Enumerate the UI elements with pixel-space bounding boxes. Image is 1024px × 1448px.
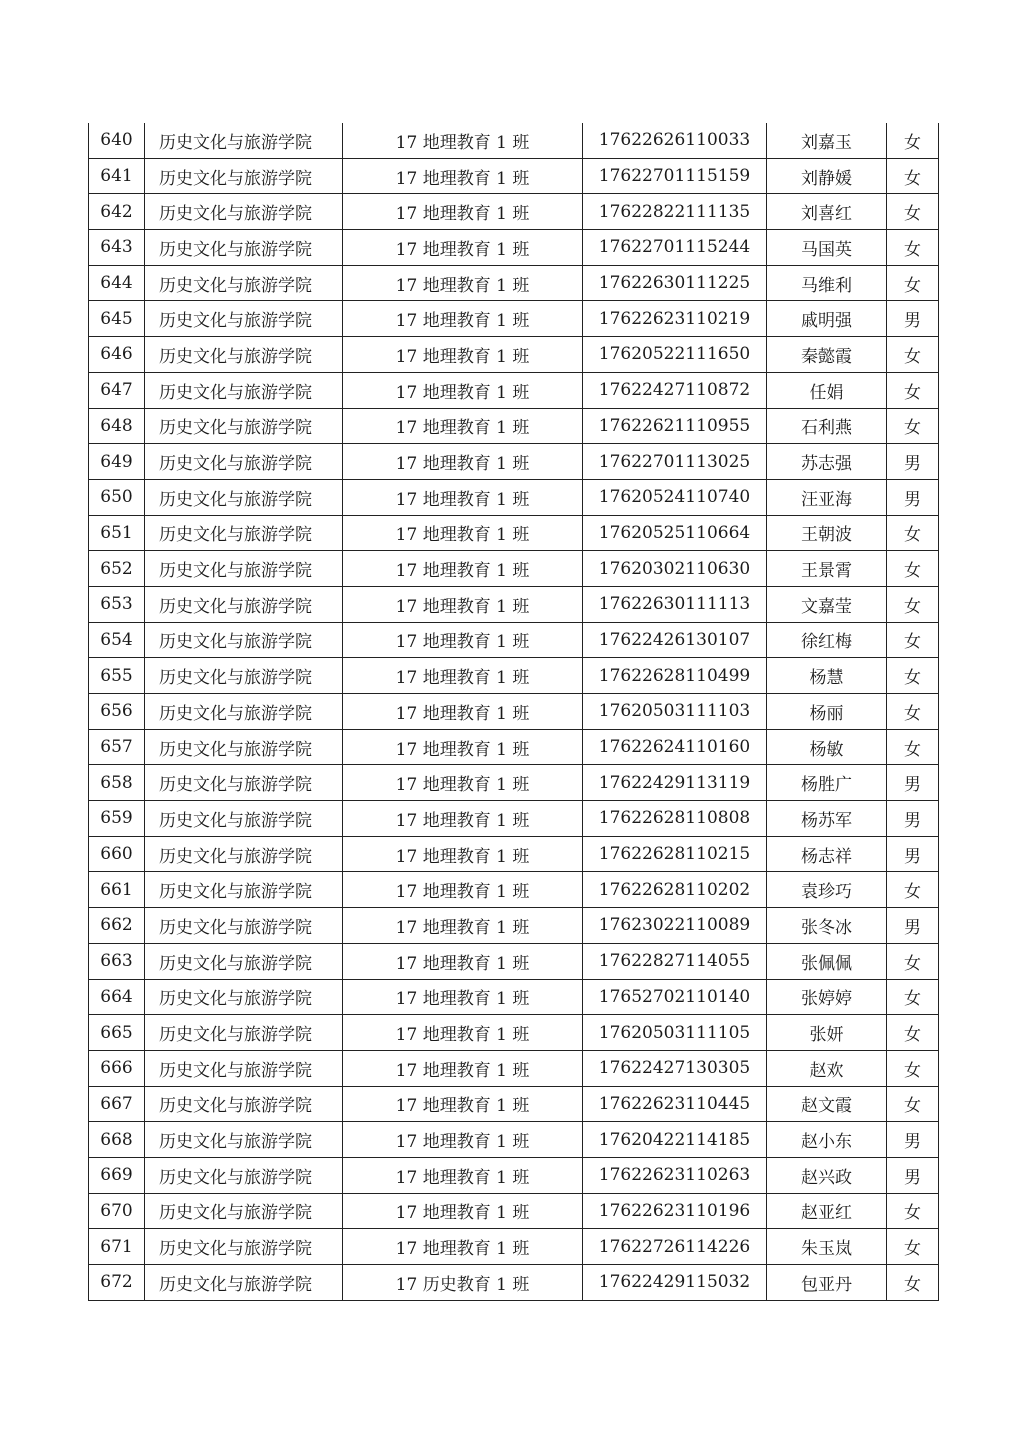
table-row [89, 872, 939, 908]
college-cell: 历史文化与旅游学院 [145, 515, 343, 551]
row-number-cell: 665 [89, 1015, 145, 1051]
student-name-cell: 王景霄 [767, 551, 887, 587]
class-cell: 17 地理教育 1 班 [343, 979, 583, 1015]
table-row [89, 194, 939, 230]
class-cell: 17 地理教育 1 班 [343, 801, 583, 837]
college-cell: 历史文化与旅游学院 [145, 123, 343, 158]
student-name-cell: 杨丽 [767, 694, 887, 730]
row-number-cell: 656 [89, 694, 145, 730]
gender-cell: 女 [887, 194, 939, 230]
row-number-cell: 667 [89, 1086, 145, 1122]
row-number-cell: 672 [89, 1265, 145, 1301]
college-cell: 历史文化与旅游学院 [145, 1265, 343, 1301]
table-row [89, 979, 939, 1015]
student-name-cell: 文嘉莹 [767, 586, 887, 622]
student-id-cell: 17620422114185 [583, 1122, 767, 1158]
college-cell: 历史文化与旅游学院 [145, 1122, 343, 1158]
student-id-cell: 17622426130107 [583, 622, 767, 658]
gender-cell: 男 [887, 765, 939, 801]
class-cell: 17 地理教育 1 班 [343, 908, 583, 944]
student-id-cell: 17622628110215 [583, 836, 767, 872]
gender-cell: 女 [887, 1229, 939, 1265]
college-cell: 历史文化与旅游学院 [145, 230, 343, 266]
class-cell: 17 地理教育 1 班 [343, 1015, 583, 1051]
student-id-cell: 17622623110263 [583, 1157, 767, 1193]
class-cell: 17 地理教育 1 班 [343, 230, 583, 266]
table-row [89, 1015, 939, 1051]
student-id-cell: 17622630111113 [583, 586, 767, 622]
college-cell: 历史文化与旅游学院 [145, 337, 343, 373]
student-id-cell: 17652702110140 [583, 979, 767, 1015]
college-cell: 历史文化与旅游学院 [145, 658, 343, 694]
gender-cell: 男 [887, 301, 939, 337]
student-roster-table [88, 123, 939, 1301]
student-name-cell: 赵欢 [767, 1050, 887, 1086]
student-name-cell: 朱玉岚 [767, 1229, 887, 1265]
gender-cell: 女 [887, 551, 939, 587]
table-row [89, 943, 939, 979]
college-cell: 历史文化与旅游学院 [145, 265, 343, 301]
row-number-cell: 669 [89, 1157, 145, 1193]
student-name-cell: 赵文霞 [767, 1086, 887, 1122]
row-number-cell: 646 [89, 337, 145, 373]
row-number-cell: 649 [89, 444, 145, 480]
class-cell: 17 地理教育 1 班 [343, 729, 583, 765]
college-cell: 历史文化与旅游学院 [145, 908, 343, 944]
gender-cell: 女 [887, 694, 939, 730]
gender-cell: 女 [887, 1265, 939, 1301]
college-cell: 历史文化与旅游学院 [145, 586, 343, 622]
table-row [89, 908, 939, 944]
college-cell: 历史文化与旅游学院 [145, 194, 343, 230]
student-name-cell: 戚明强 [767, 301, 887, 337]
table-row [89, 1265, 939, 1301]
row-number-cell: 654 [89, 622, 145, 658]
table-row [89, 265, 939, 301]
student-name-cell: 任娟 [767, 372, 887, 408]
table-row [89, 230, 939, 266]
table-row [89, 1122, 939, 1158]
college-cell: 历史文化与旅游学院 [145, 1157, 343, 1193]
college-cell: 历史文化与旅游学院 [145, 765, 343, 801]
college-cell: 历史文化与旅游学院 [145, 479, 343, 515]
college-cell: 历史文化与旅游学院 [145, 551, 343, 587]
class-cell: 17 地理教育 1 班 [343, 836, 583, 872]
gender-cell: 女 [887, 230, 939, 266]
class-cell: 17 地理教育 1 班 [343, 1122, 583, 1158]
class-cell: 17 地理教育 1 班 [343, 694, 583, 730]
college-cell: 历史文化与旅游学院 [145, 872, 343, 908]
student-id-cell: 17622427130305 [583, 1050, 767, 1086]
row-number-cell: 661 [89, 872, 145, 908]
row-number-cell: 642 [89, 194, 145, 230]
student-id-cell: 17622628110499 [583, 658, 767, 694]
student-name-cell: 秦懿霞 [767, 337, 887, 373]
gender-cell: 男 [887, 479, 939, 515]
student-id-cell: 17620524110740 [583, 479, 767, 515]
row-number-cell: 652 [89, 551, 145, 587]
row-number-cell: 650 [89, 479, 145, 515]
table-row [89, 1157, 939, 1193]
row-number-cell: 647 [89, 372, 145, 408]
row-number-cell: 662 [89, 908, 145, 944]
class-cell: 17 地理教育 1 班 [343, 586, 583, 622]
gender-cell: 女 [887, 158, 939, 194]
class-cell: 17 地理教育 1 班 [343, 158, 583, 194]
college-cell: 历史文化与旅游学院 [145, 836, 343, 872]
student-id-cell: 17620503111105 [583, 1015, 767, 1051]
college-cell: 历史文化与旅游学院 [145, 408, 343, 444]
gender-cell: 女 [887, 1050, 939, 1086]
table-row [89, 479, 939, 515]
student-name-cell: 杨慧 [767, 658, 887, 694]
student-name-cell: 赵亚红 [767, 1193, 887, 1229]
college-cell: 历史文化与旅游学院 [145, 979, 343, 1015]
row-number-cell: 640 [89, 123, 145, 158]
student-name-cell: 赵小东 [767, 1122, 887, 1158]
student-id-cell: 17622624110160 [583, 729, 767, 765]
row-number-cell: 666 [89, 1050, 145, 1086]
college-cell: 历史文化与旅游学院 [145, 694, 343, 730]
student-id-cell: 17622827114055 [583, 943, 767, 979]
gender-cell: 男 [887, 908, 939, 944]
gender-cell: 女 [887, 979, 939, 1015]
table-row [89, 301, 939, 337]
gender-cell: 女 [887, 515, 939, 551]
college-cell: 历史文化与旅游学院 [145, 158, 343, 194]
table-row [89, 337, 939, 373]
row-number-cell: 663 [89, 943, 145, 979]
student-id-cell: 17622429113119 [583, 765, 767, 801]
student-name-cell: 赵兴政 [767, 1157, 887, 1193]
college-cell: 历史文化与旅游学院 [145, 1086, 343, 1122]
class-cell: 17 地理教育 1 班 [343, 1157, 583, 1193]
student-id-cell: 17622621110955 [583, 408, 767, 444]
gender-cell: 女 [887, 265, 939, 301]
class-cell: 17 地理教育 1 班 [343, 444, 583, 480]
student-name-cell: 刘喜红 [767, 194, 887, 230]
row-number-cell: 651 [89, 515, 145, 551]
row-number-cell: 641 [89, 158, 145, 194]
row-number-cell: 670 [89, 1193, 145, 1229]
row-number-cell: 668 [89, 1122, 145, 1158]
class-cell: 17 地理教育 1 班 [343, 1050, 583, 1086]
college-cell: 历史文化与旅游学院 [145, 1229, 343, 1265]
table-row [89, 694, 939, 730]
college-cell: 历史文化与旅游学院 [145, 444, 343, 480]
student-id-cell: 17620525110664 [583, 515, 767, 551]
class-cell: 17 地理教育 1 班 [343, 551, 583, 587]
gender-cell: 女 [887, 1193, 939, 1229]
college-cell: 历史文化与旅游学院 [145, 1050, 343, 1086]
class-cell: 17 地理教育 1 班 [343, 658, 583, 694]
class-cell: 17 地理教育 1 班 [343, 479, 583, 515]
table-row [89, 622, 939, 658]
row-number-cell: 658 [89, 765, 145, 801]
class-cell: 17 历史教育 1 班 [343, 1265, 583, 1301]
student-id-cell: 17622427110872 [583, 372, 767, 408]
student-id-cell: 17622429115032 [583, 1265, 767, 1301]
row-number-cell: 653 [89, 586, 145, 622]
class-cell: 17 地理教育 1 班 [343, 622, 583, 658]
student-name-cell: 张婷婷 [767, 979, 887, 1015]
row-number-cell: 671 [89, 1229, 145, 1265]
college-cell: 历史文化与旅游学院 [145, 301, 343, 337]
student-id-cell: 17622726114226 [583, 1229, 767, 1265]
class-cell: 17 地理教育 1 班 [343, 1193, 583, 1229]
table-row [89, 444, 939, 480]
student-id-cell: 17622701113025 [583, 444, 767, 480]
gender-cell: 女 [887, 658, 939, 694]
table-row [89, 408, 939, 444]
gender-cell: 女 [887, 372, 939, 408]
student-name-cell: 徐红梅 [767, 622, 887, 658]
student-id-cell: 17622626110033 [583, 123, 767, 158]
gender-cell: 女 [887, 943, 939, 979]
student-id-cell: 17622628110202 [583, 872, 767, 908]
student-id-cell: 17623022110089 [583, 908, 767, 944]
class-cell: 17 地理教育 1 班 [343, 194, 583, 230]
class-cell: 17 地理教育 1 班 [343, 301, 583, 337]
student-name-cell: 王朝波 [767, 515, 887, 551]
table-row [89, 123, 939, 158]
college-cell: 历史文化与旅游学院 [145, 801, 343, 837]
gender-cell: 女 [887, 586, 939, 622]
row-number-cell: 664 [89, 979, 145, 1015]
class-cell: 17 地理教育 1 班 [343, 123, 583, 158]
student-id-cell: 17622623110445 [583, 1086, 767, 1122]
row-number-cell: 655 [89, 658, 145, 694]
row-number-cell: 660 [89, 836, 145, 872]
class-cell: 17 地理教育 1 班 [343, 372, 583, 408]
student-id-cell: 17622628110808 [583, 801, 767, 837]
table-row [89, 801, 939, 837]
class-cell: 17 地理教育 1 班 [343, 765, 583, 801]
row-number-cell: 648 [89, 408, 145, 444]
student-name-cell: 刘静媛 [767, 158, 887, 194]
gender-cell: 男 [887, 801, 939, 837]
college-cell: 历史文化与旅游学院 [145, 729, 343, 765]
student-name-cell: 苏志强 [767, 444, 887, 480]
table-row [89, 765, 939, 801]
table-row [89, 551, 939, 587]
student-name-cell: 包亚丹 [767, 1265, 887, 1301]
college-cell: 历史文化与旅游学院 [145, 1193, 343, 1229]
row-number-cell: 659 [89, 801, 145, 837]
gender-cell: 男 [887, 1122, 939, 1158]
student-name-cell: 马国英 [767, 230, 887, 266]
student-name-cell: 袁珍巧 [767, 872, 887, 908]
row-number-cell: 644 [89, 265, 145, 301]
student-name-cell: 杨胜广 [767, 765, 887, 801]
gender-cell: 女 [887, 337, 939, 373]
row-number-cell: 657 [89, 729, 145, 765]
table-row [89, 836, 939, 872]
gender-cell: 女 [887, 622, 939, 658]
class-cell: 17 地理教育 1 班 [343, 1229, 583, 1265]
student-name-cell: 杨敏 [767, 729, 887, 765]
student-name-cell: 石利燕 [767, 408, 887, 444]
row-number-cell: 643 [89, 230, 145, 266]
student-name-cell: 杨苏军 [767, 801, 887, 837]
student-name-cell: 张佩佩 [767, 943, 887, 979]
gender-cell: 女 [887, 1086, 939, 1122]
student-name-cell: 张冬冰 [767, 908, 887, 944]
class-cell: 17 地理教育 1 班 [343, 515, 583, 551]
table-row [89, 1086, 939, 1122]
student-id-cell: 17622701115244 [583, 230, 767, 266]
student-name-cell: 汪亚海 [767, 479, 887, 515]
gender-cell: 男 [887, 1157, 939, 1193]
table-row [89, 586, 939, 622]
class-cell: 17 地理教育 1 班 [343, 872, 583, 908]
gender-cell: 女 [887, 123, 939, 158]
gender-cell: 男 [887, 836, 939, 872]
table-row [89, 158, 939, 194]
student-id-cell: 17620503111103 [583, 694, 767, 730]
class-cell: 17 地理教育 1 班 [343, 1086, 583, 1122]
class-cell: 17 地理教育 1 班 [343, 408, 583, 444]
gender-cell: 女 [887, 729, 939, 765]
student-name-cell: 张妍 [767, 1015, 887, 1051]
table-row [89, 729, 939, 765]
student-id-cell: 17620522111650 [583, 337, 767, 373]
gender-cell: 女 [887, 408, 939, 444]
row-number-cell: 645 [89, 301, 145, 337]
table-row [89, 1229, 939, 1265]
college-cell: 历史文化与旅游学院 [145, 622, 343, 658]
student-id-cell: 17622630111225 [583, 265, 767, 301]
roster-body [89, 123, 939, 1300]
class-cell: 17 地理教育 1 班 [343, 265, 583, 301]
student-id-cell: 17622701115159 [583, 158, 767, 194]
student-name-cell: 刘嘉玉 [767, 123, 887, 158]
college-cell: 历史文化与旅游学院 [145, 1015, 343, 1051]
class-cell: 17 地理教育 1 班 [343, 943, 583, 979]
table-row [89, 1193, 939, 1229]
table-row [89, 1050, 939, 1086]
gender-cell: 女 [887, 872, 939, 908]
student-id-cell: 17622822111135 [583, 194, 767, 230]
gender-cell: 女 [887, 1015, 939, 1051]
gender-cell: 男 [887, 444, 939, 480]
table-row [89, 372, 939, 408]
college-cell: 历史文化与旅游学院 [145, 372, 343, 408]
college-cell: 历史文化与旅游学院 [145, 943, 343, 979]
table-row [89, 515, 939, 551]
student-id-cell: 17620302110630 [583, 551, 767, 587]
student-name-cell: 马维利 [767, 265, 887, 301]
student-name-cell: 杨志祥 [767, 836, 887, 872]
student-id-cell: 17622623110196 [583, 1193, 767, 1229]
class-cell: 17 地理教育 1 班 [343, 337, 583, 373]
table-row [89, 658, 939, 694]
student-id-cell: 17622623110219 [583, 301, 767, 337]
